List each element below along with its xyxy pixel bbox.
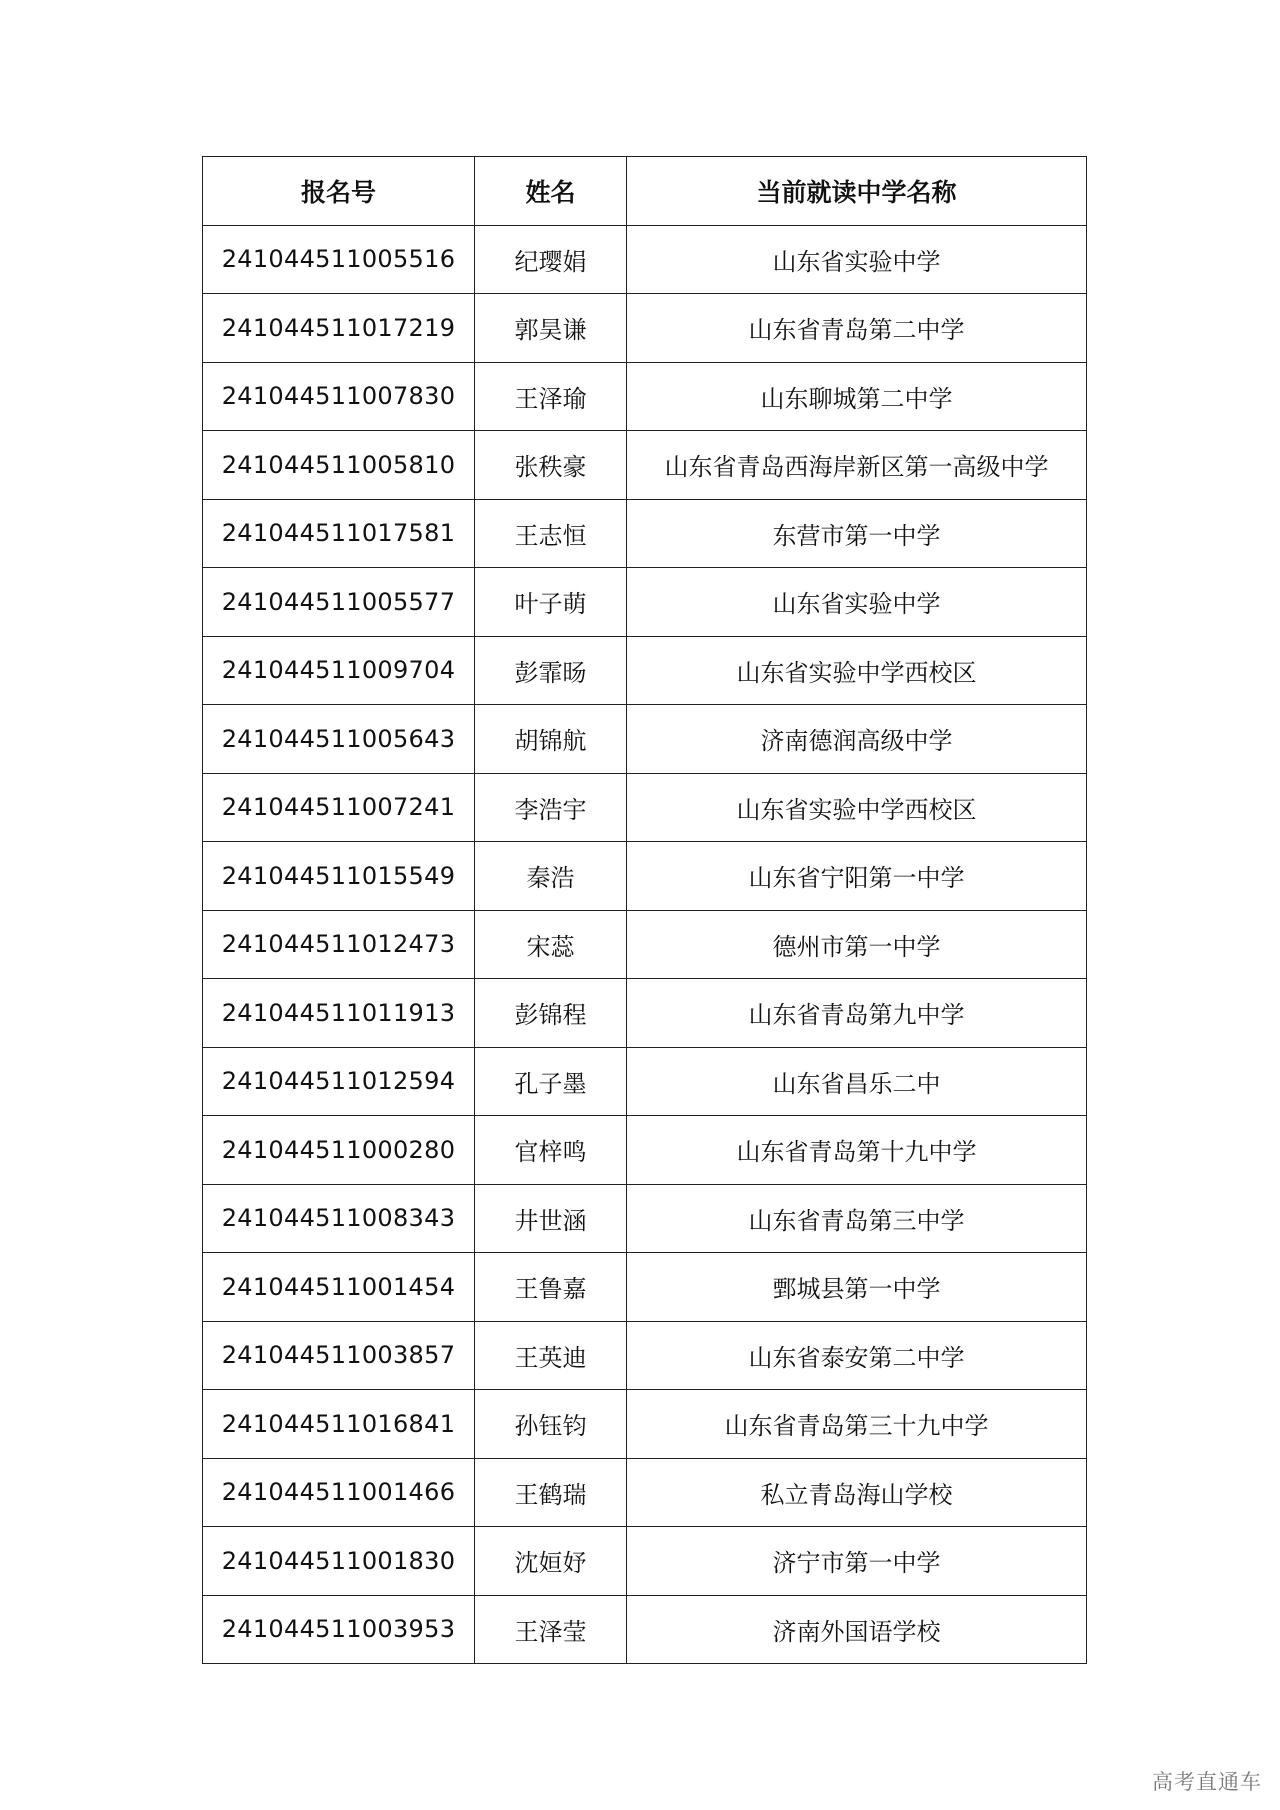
reg-number-cell: 241044511007241 — [203, 773, 475, 842]
table-row — [203, 979, 1087, 1048]
student-name-cell: 宋蕊 — [475, 910, 627, 979]
school-name-cell: 山东省青岛第九中学 — [627, 979, 1087, 1048]
school-name-cell: 山东省青岛西海岸新区第一高级中学 — [627, 431, 1087, 500]
school-name-cell: 山东省实验中学 — [627, 568, 1087, 637]
school-name-cell: 私立青岛海山学校 — [627, 1458, 1087, 1527]
reg-number-cell: 241044511017219 — [203, 294, 475, 363]
school-name-cell: 山东聊城第二中学 — [627, 362, 1087, 431]
reg-number-cell: 241044511012594 — [203, 1047, 475, 1116]
school-name-cell: 山东省宁阳第一中学 — [627, 842, 1087, 911]
table-row — [203, 1184, 1087, 1253]
reg-number-cell: 241044511005810 — [203, 431, 475, 500]
school-name-cell: 山东省昌乐二中 — [627, 1047, 1087, 1116]
header-reg-no: 报名号 — [203, 157, 475, 226]
reg-number-cell: 241044511008343 — [203, 1184, 475, 1253]
student-name-cell: 纪璎娟 — [475, 225, 627, 294]
table-row — [203, 225, 1087, 294]
student-name-cell: 孔子墨 — [475, 1047, 627, 1116]
admission-table — [202, 156, 1087, 1664]
school-name-cell: 鄄城县第一中学 — [627, 1253, 1087, 1322]
student-name-cell: 王鲁嘉 — [475, 1253, 627, 1322]
table-row — [203, 362, 1087, 431]
table-row — [203, 568, 1087, 637]
school-name-cell: 山东省实验中学西校区 — [627, 773, 1087, 842]
table-row — [203, 773, 1087, 842]
student-name-cell: 王泽莹 — [475, 1595, 627, 1664]
reg-number-cell: 241044511015549 — [203, 842, 475, 911]
school-name-cell: 德州市第一中学 — [627, 910, 1087, 979]
table-row — [203, 705, 1087, 774]
school-name-cell: 山东省青岛第三中学 — [627, 1184, 1087, 1253]
table-row — [203, 1116, 1087, 1185]
table-row — [203, 1390, 1087, 1459]
table-row — [203, 1253, 1087, 1322]
header-school: 当前就读中学名称 — [627, 157, 1087, 226]
student-name-cell: 李浩宇 — [475, 773, 627, 842]
school-name-cell: 山东省青岛第二中学 — [627, 294, 1087, 363]
school-name-cell: 济南外国语学校 — [627, 1595, 1087, 1664]
reg-number-cell: 241044511005643 — [203, 705, 475, 774]
reg-number-cell: 241044511009704 — [203, 636, 475, 705]
table-row — [203, 294, 1087, 363]
table-row — [203, 1595, 1087, 1664]
reg-number-cell: 241044511003953 — [203, 1595, 475, 1664]
student-name-cell: 叶子萌 — [475, 568, 627, 637]
student-name-cell: 郭昊谦 — [475, 294, 627, 363]
student-name-cell: 彭霏旸 — [475, 636, 627, 705]
student-name-cell: 孙钰钧 — [475, 1390, 627, 1459]
student-name-cell: 张秩豪 — [475, 431, 627, 500]
reg-number-cell: 241044511000280 — [203, 1116, 475, 1185]
student-name-cell: 王志恒 — [475, 499, 627, 568]
student-name-cell: 王鹤瑞 — [475, 1458, 627, 1527]
school-name-cell: 山东省实验中学西校区 — [627, 636, 1087, 705]
table-row — [203, 842, 1087, 911]
student-name-cell: 王泽瑜 — [475, 362, 627, 431]
reg-number-cell: 241044511016841 — [203, 1390, 475, 1459]
reg-number-cell: 241044511001454 — [203, 1253, 475, 1322]
reg-number-cell: 241044511005516 — [203, 225, 475, 294]
table-row — [203, 431, 1087, 500]
school-name-cell: 山东省实验中学 — [627, 225, 1087, 294]
school-name-cell: 山东省泰安第二中学 — [627, 1321, 1087, 1390]
school-name-cell: 山东省青岛第十九中学 — [627, 1116, 1087, 1185]
student-name-cell: 官梓鸣 — [475, 1116, 627, 1185]
table-row — [203, 910, 1087, 979]
table-body — [203, 225, 1087, 1664]
reg-number-cell: 241044511001466 — [203, 1458, 475, 1527]
reg-number-cell: 241044511003857 — [203, 1321, 475, 1390]
school-name-cell: 济南德润高级中学 — [627, 705, 1087, 774]
reg-number-cell: 241044511001830 — [203, 1527, 475, 1596]
student-name-cell: 秦浩 — [475, 842, 627, 911]
reg-number-cell: 241044511012473 — [203, 910, 475, 979]
table-row — [203, 1321, 1087, 1390]
reg-number-cell: 241044511017581 — [203, 499, 475, 568]
student-name-cell: 胡锦航 — [475, 705, 627, 774]
student-name-cell: 王英迪 — [475, 1321, 627, 1390]
table-row — [203, 1047, 1087, 1116]
reg-number-cell: 241044511005577 — [203, 568, 475, 637]
student-name-cell: 井世涵 — [475, 1184, 627, 1253]
school-name-cell: 东营市第一中学 — [627, 499, 1087, 568]
reg-number-cell: 241044511007830 — [203, 362, 475, 431]
table-header-row — [203, 157, 1087, 226]
school-name-cell: 济宁市第一中学 — [627, 1527, 1087, 1596]
table-row — [203, 1527, 1087, 1596]
table-row — [203, 1458, 1087, 1527]
header-name: 姓名 — [475, 157, 627, 226]
school-name-cell: 山东省青岛第三十九中学 — [627, 1390, 1087, 1459]
table-row — [203, 636, 1087, 705]
table-row — [203, 499, 1087, 568]
reg-number-cell: 241044511011913 — [203, 979, 475, 1048]
student-name-cell: 沈姮妤 — [475, 1527, 627, 1596]
student-name-cell: 彭锦程 — [475, 979, 627, 1048]
watermark: 高考直通车 — [1152, 1770, 1262, 1794]
